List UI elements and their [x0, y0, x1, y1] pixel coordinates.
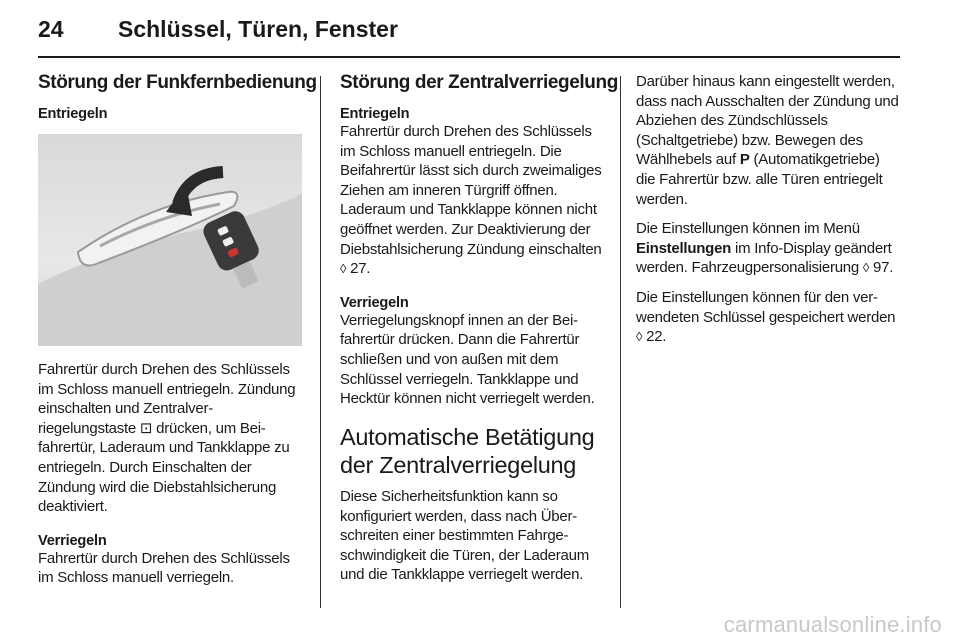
door-handle-illustration	[38, 134, 302, 346]
page-title: Schlüssel, Türen, Fenster	[118, 16, 398, 42]
central-lock-icon: ⊡	[139, 419, 153, 437]
paragraph-unlock-remote-failure: Fahrertür durch Drehen des Schlüssels im Schloss manuell entriegeln. Zündung einschalten und Zentralverriegelungstaste ⊡ drücken, um Beifahrertür, Laderaum und Tankklappe zu entriegeln. Durch Einschalten der Zündung wird die Diebstahlsicherung deaktiviert.	[38, 361, 296, 516]
subheading-lock: Verriegeln	[340, 294, 409, 311]
paragraph-unlock-settings: Darüber hinaus kann eingestellt werden, dass nach Ausschalten der Zündung und Abziehen des Zündschlüssels (Schaltgetriebe) bzw. Bewegen des Wählhebels auf P (Automatikgetriebe) die Fahrertür bzw. alle Türen entriegelt werden.	[636, 73, 899, 208]
paragraph-key-settings: Die Einstellungen können für den verwendeten Schlüssel gespeichert werden ◊ 22.	[636, 288, 896, 346]
column-remote-failure	[38, 72, 317, 598]
watermark: carmanualsonline.info	[723, 612, 942, 637]
paragraph-automatic-locking: Diese Sicherheitsfunktion kann so konfiguriert werden, dass nach Überschreiten einer bestimmten Fahrgeschwindigkeit die Türen, der Laderaum und die Tankklappe verriegelt werden.	[340, 488, 589, 584]
page-number: 24	[38, 16, 64, 42]
paragraph-unlock-central-failure: Fahrertür durch Drehen des Schlüssels im Schloss manuell entriegeln. Die Beifahrertür lässt sich durch zweimaliges Ziehen am inneren Türgriff öffnen. Laderaum und Tankklappe können nicht geöffnet werden. Zur Deaktivierung der Diebstahlsicherung Zündung einschalten ◊ 27.	[340, 123, 602, 278]
section-heading: Störung der Zentralverriegelung	[340, 72, 618, 93]
paragraph-lock-remote-failure: Fahrertür durch Drehen des Schlüssels im Schloss manuell verriegeln.	[38, 549, 290, 587]
subheading-unlock: Entriegeln	[340, 106, 410, 122]
section-heading-automatic: Automatische Betätigung der Zentralverriegelung	[340, 423, 595, 478]
page-reference-icon: ◊	[862, 260, 870, 276]
page-reference-icon: ◊	[340, 261, 347, 277]
paragraph-menu-settings: Die Einstellungen können im Menü Einstellungen im Info-Display geändert werden. Fahrzeugpersonalisierung ◊ 97.	[636, 220, 894, 277]
column-divider	[320, 76, 321, 608]
subheading-unlock: Entriegeln	[38, 106, 108, 122]
column-continuation	[636, 72, 900, 357]
column-divider	[620, 76, 621, 608]
page-header	[38, 16, 900, 56]
page-reference-icon: ◊	[636, 329, 643, 345]
paragraph-lock-central-failure: Verriegelungsknopf innen an der Beifahrertür drücken. Dann die Fahrertür schließen und von außen mit dem Schlüssel verriegeln. Tankklappe und Hecktür können nicht verriegelt werden.	[340, 311, 595, 408]
illustration-door-handle-key	[38, 134, 302, 346]
subheading-lock: Verriegeln	[38, 532, 107, 549]
column-central-lock-failure	[340, 72, 618, 595]
header-rule	[38, 56, 900, 58]
section-heading: Störung der Funkfernbedienung	[38, 72, 317, 93]
